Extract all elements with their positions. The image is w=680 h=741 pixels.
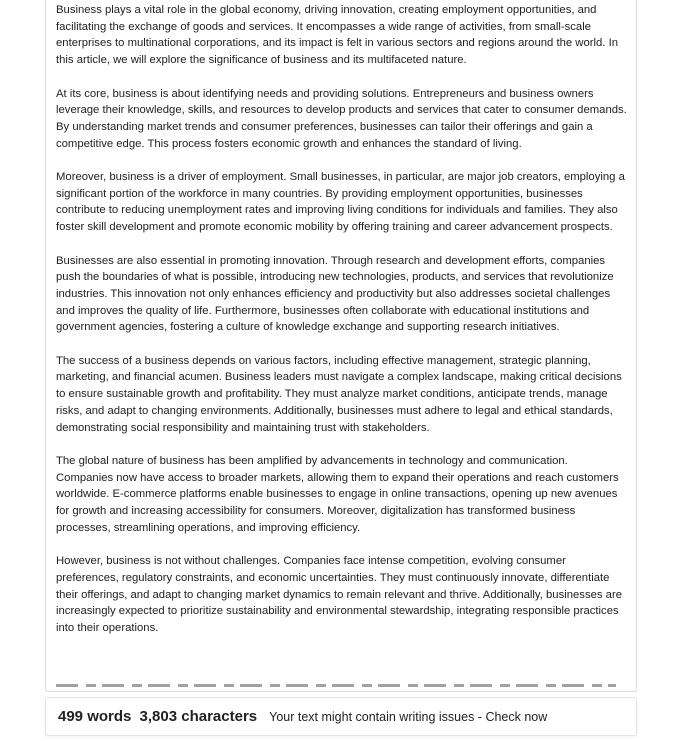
clipped-text-line [56, 684, 616, 687]
editor-content[interactable] [56, 2, 628, 653]
status-bar [45, 697, 637, 736]
paragraph: However, business is not without challenges. Companies face intense competition, evolving consumer preferences, regulatory constraints, and economic uncertainties. They must continuously innovate, differentiate their offerings, and adapt to changing market dynamics to remain relevant and thrive. Additionally, businesses are increasingly expected to prioritize sustainability and environmental stewardship, integrating responsible practices into their operations. [56, 555, 623, 634]
word-count: 499 words [58, 708, 132, 725]
paragraph: Moreover, business is a driver of employment. Small businesses, in particular, are major job creators, employing a significant portion of the workforce in many countries. By providing employment opportunities, businesses contribute to reducing unemployment rates and improving living conditions for individuals and families. They also foster skill development and promote economic mobility by offering training and career advancement prospects. [56, 171, 625, 234]
paragraph: At its core, business is about identifying needs and providing solutions. Entrepreneurs and business owners leverage their knowledge, skills, and resources to develop products and services that cater to consumer demands. By understanding market trends and consumer preferences, businesses can tailor their offerings and gain a competitive edge. This process fosters economic growth and enhances the standard of living. [56, 87, 627, 150]
paragraph: Businesses are also essential in promoting innovation. Through research and development efforts, companies push the boundaries of what is possible, introducing new technologies, products, and services that revolutionize industries. This innovation not only enhances efficiency and productivity but also addresses societal challenges and improves the quality of life. Furthermore, businesses often collaborate with educational institutions and government agencies, fostering a culture of knowledge exchange and supporting research initiatives. [56, 254, 614, 334]
character-count: 3,803 characters [139, 708, 258, 725]
paragraph: The global nature of business has been amplified by advancements in technology and communication. Companies now have access to broader markets, allowing them to expand their operations and reach customers worldwide. E-commerce platforms enable businesses to engage in online transactions, opening up new avenues for growth and increasing accessibility for consumers. Moreover, digitalization has transformed business processes, streamlining operations, and improving efficiency. [56, 454, 619, 534]
check-issues-link[interactable]: Your text might contain writing issues - Check now [269, 709, 548, 724]
text-editor[interactable] [45, 0, 637, 692]
text-counts [58, 708, 261, 725]
paragraph: The success of a business depends on various factors, including effective management, strategic planning, marketing, and financial acumen. Business leaders must navigate a complex landscape, making critical decisions to ensure sustainable growth and profitability. They must analyze market conditions, anticipate trends, manage risks, and adapt to changing environments. Additionally, businesses must adhere to legal and ethical standards, demonstrating social responsibility and maintaining trust with stakeholders. [56, 354, 622, 434]
paragraph: Business plays a vital role in the global economy, driving innovation, creating employment opportunities, and facilitating the exchange of goods and services. It encompasses a wide range of activities, from small-scale enterprises to multinational corporations, and its impact is felt in various sectors and regions around the world. In this article, we will explore the significance of business and its multifaceted nature. [56, 4, 618, 67]
